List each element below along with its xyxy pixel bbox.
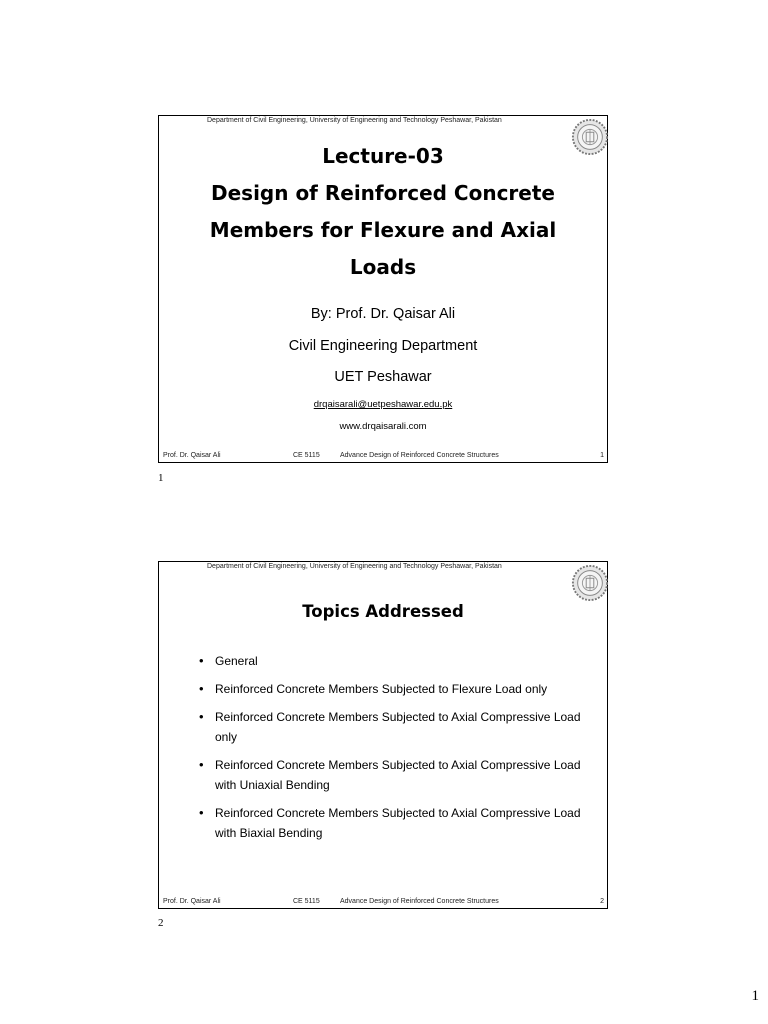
slide-footer bbox=[159, 897, 607, 907]
footer-author: Prof. Dr. Qaisar Ali bbox=[163, 452, 221, 459]
lecture-title: Lecture-03 Design of Reinforced Concrete Members for Flexure and Axial Loads bbox=[209, 144, 557, 279]
list-item: • General bbox=[199, 651, 594, 671]
website-link[interactable]: www.drqaisarali.com bbox=[339, 421, 427, 432]
email-link[interactable]: drqaisarali@uetpeshawar.edu.pk bbox=[313, 399, 453, 410]
footer-course-name: Advance Design of Reinforced Concrete Structures bbox=[340, 452, 499, 459]
footer-course-name: Advance Design of Reinforced Concrete Structures bbox=[340, 898, 499, 905]
university-line: UET Peshawar bbox=[334, 369, 432, 385]
footer-author: Prof. Dr. Qaisar Ali bbox=[163, 898, 221, 905]
slide-2 bbox=[158, 561, 608, 909]
slide-number: 1 bbox=[600, 452, 604, 459]
slide-1 bbox=[158, 115, 608, 463]
list-item: • Reinforced Concrete Members Subjected to Flexure Load only bbox=[199, 679, 594, 699]
footer-course-code: CE 5115 bbox=[293, 898, 320, 905]
slide-label-1: 1 bbox=[158, 472, 164, 484]
list-item: • Reinforced Concrete Members Subjected to Axial Compressive Load only bbox=[199, 707, 594, 747]
slide-footer bbox=[159, 451, 607, 461]
department-header: Department of Civil Engineering, University of Engineering and Technology Peshawar, Pakistan bbox=[207, 117, 502, 124]
department-line: Civil Engineering Department bbox=[288, 338, 478, 354]
topics-list bbox=[199, 651, 594, 851]
footer-course-code: CE 5115 bbox=[293, 452, 320, 459]
list-item: • Reinforced Concrete Members Subjected to Axial Compressive Load with Uniaxial Bending bbox=[199, 755, 594, 795]
slide-number: 2 bbox=[600, 898, 604, 905]
sheet-page-number: 1 bbox=[751, 988, 759, 1004]
university-seal-icon bbox=[571, 564, 609, 602]
department-header: Department of Civil Engineering, University of Engineering and Technology Peshawar, Pakistan bbox=[207, 563, 502, 570]
author-line: By: Prof. Dr. Qaisar Ali bbox=[310, 306, 456, 322]
list-item: • Reinforced Concrete Members Subjected to Axial Compressive Load with Biaxial Bending bbox=[199, 803, 594, 843]
slide-label-2: 2 bbox=[158, 917, 164, 929]
topics-title: Topics Addressed bbox=[302, 602, 464, 621]
